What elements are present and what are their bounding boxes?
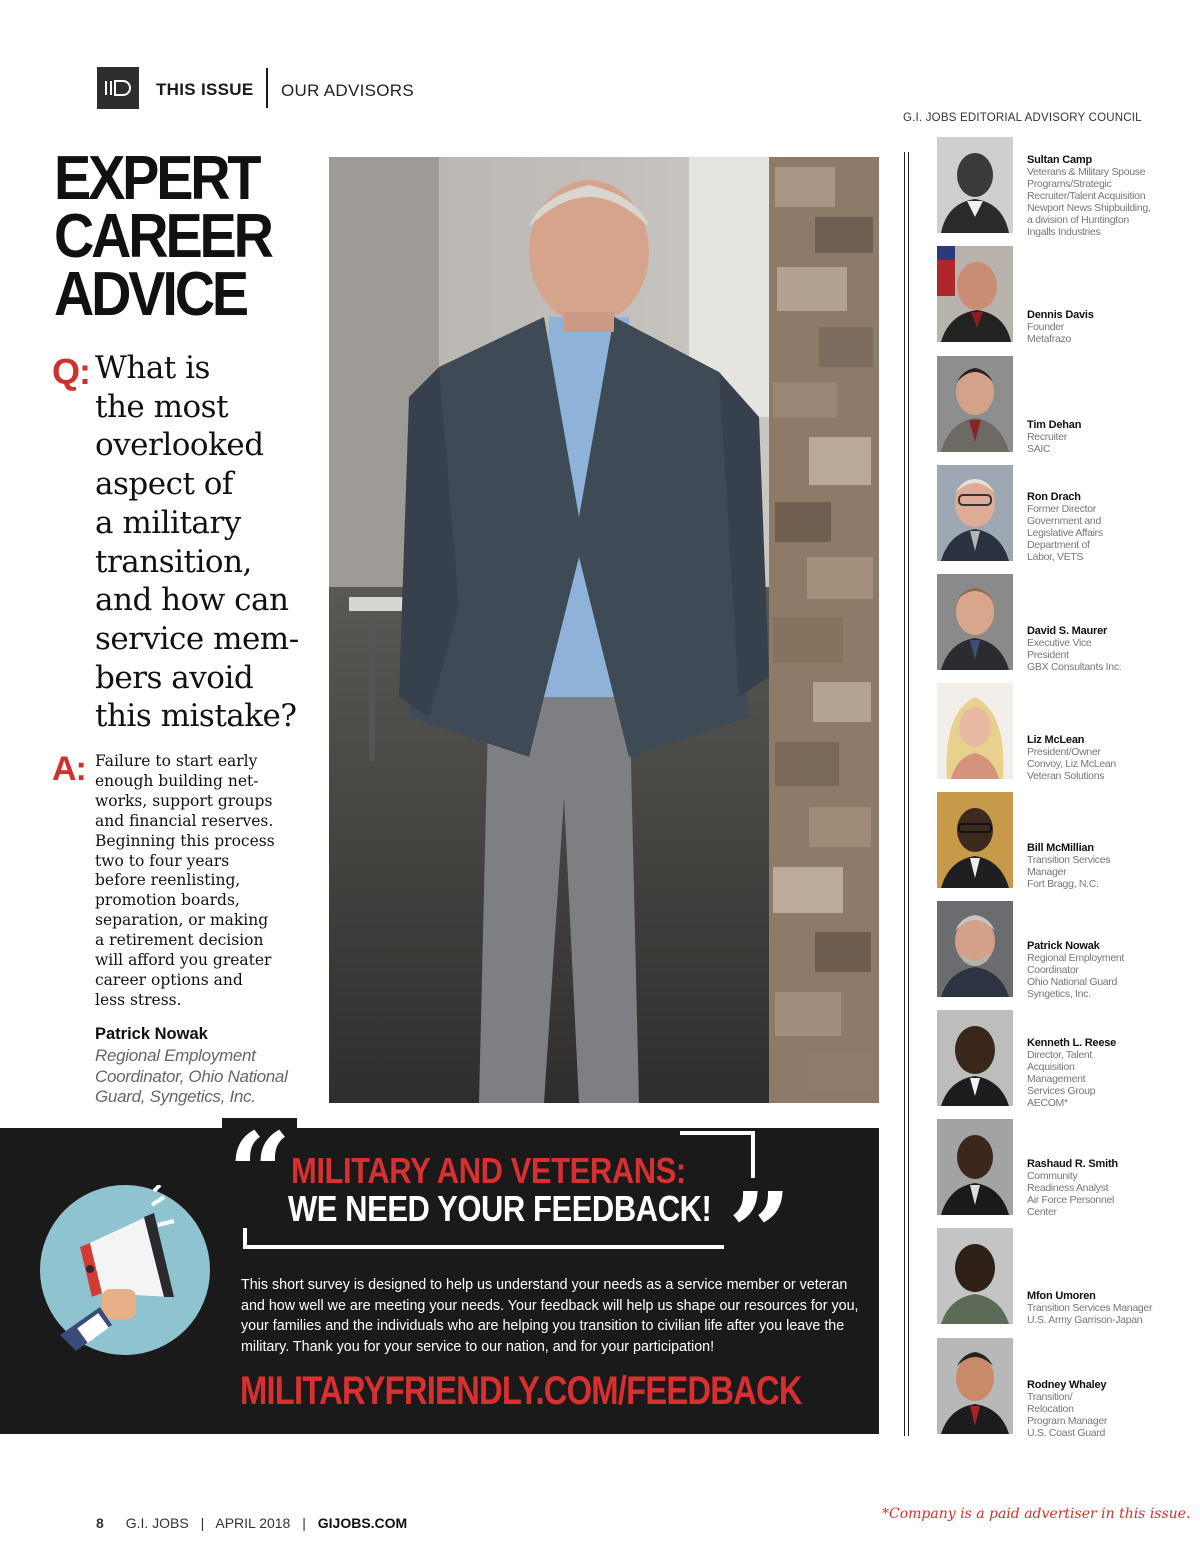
answer-text: [95, 752, 310, 1011]
publication-name: G.I. JOBS: [125, 1515, 189, 1531]
answer-line: works, support groups: [95, 791, 273, 810]
advisor-detail: Readiness Analyst: [1027, 1182, 1109, 1194]
byline-title-line: Coordinator, Ohio National: [95, 1066, 288, 1086]
open-quote-icon: “: [222, 1118, 297, 1228]
page-number: 8: [96, 1515, 104, 1531]
advisor-detail: Convoy, Liz McLean: [1027, 758, 1116, 770]
advisor-info: [1027, 309, 1177, 345]
magazine-logo-icon: [97, 67, 139, 109]
answer-line: less stress.: [95, 990, 182, 1009]
question-text: [95, 349, 310, 736]
advisor-card: [937, 1119, 1177, 1219]
advisor-detail: AECOM*: [1027, 1097, 1068, 1109]
advisor-portrait-photo: [329, 157, 879, 1103]
answer-line: career options and: [95, 970, 243, 989]
question-line: bers avoid: [95, 659, 254, 696]
advisor-detail: Program Manager: [1027, 1415, 1108, 1427]
advisor-detail: Recruiter: [1027, 431, 1067, 443]
advisor-card: [937, 465, 1177, 565]
advertiser-disclaimer: *Company is a paid advertiser in this issue.: [882, 1506, 1191, 1522]
advisor-detail: Manager: [1027, 866, 1067, 878]
advisor-name: David S. Maurer: [1027, 625, 1108, 637]
advisor-name: Liz McLean: [1027, 734, 1085, 746]
quote-frame: [243, 1245, 755, 1249]
advisor-detail: Acquisition: [1027, 1061, 1075, 1073]
answer-line: a retirement decision: [95, 931, 264, 950]
advisor-photo: [937, 1010, 1013, 1106]
subsection-label: OUR ADVISORS: [281, 81, 415, 100]
headline-line: EXPERT: [54, 144, 259, 213]
megaphone-icon: [40, 1185, 210, 1355]
advisor-info: [1027, 1379, 1177, 1439]
advisor-name: Kenneth L. Reese: [1027, 1037, 1117, 1049]
question-line: aspect of: [95, 466, 233, 503]
quote-frame: [680, 1131, 755, 1135]
advisor-info: [1027, 419, 1177, 455]
advisor-name: Ron Drach: [1027, 491, 1081, 503]
advisor-detail: GBX Consultants Inc.: [1027, 661, 1122, 673]
advisor-card: [937, 1228, 1177, 1328]
advisor-detail: Transition/: [1027, 1391, 1073, 1403]
question-line: What is: [95, 350, 210, 386]
footer-separator: |: [302, 1515, 306, 1531]
question-line: the most: [95, 388, 229, 425]
answer-line: and financial reserves.: [95, 811, 274, 830]
page-footer: [96, 1515, 407, 1531]
question-line: this mistake?: [95, 698, 297, 735]
advisor-photo: [937, 246, 1013, 342]
byline-title-line: Regional Employment: [95, 1046, 256, 1065]
advisor-info: [1027, 1037, 1177, 1109]
advisor-card: [937, 246, 1177, 346]
column-divider: [908, 152, 909, 1436]
advisor-photo: [937, 356, 1013, 452]
advisor-detail: Fort Bragg, N.C.: [1027, 878, 1099, 890]
advisor-detail: Government and: [1027, 515, 1102, 527]
advisor-detail: Management: [1027, 1073, 1086, 1085]
byline-name: Patrick Nowak: [95, 1025, 208, 1043]
advisor-photo: [937, 1228, 1013, 1324]
answer-line: Beginning this process: [95, 831, 275, 850]
feedback-url-link[interactable]: MILITARYFRIENDLY.COM/FEEDBACK: [240, 1369, 802, 1413]
footer-separator: |: [200, 1515, 205, 1531]
advisor-detail: Center: [1027, 1206, 1057, 1218]
advisor-detail: Air Force Personnel: [1027, 1194, 1115, 1206]
advisor-photo: [937, 137, 1013, 233]
advisor-detail: a division of Huntington: [1027, 214, 1129, 226]
answer-line: Failure to start early: [95, 752, 258, 770]
answer-line: two to four years: [95, 851, 230, 870]
advisor-info: [1027, 734, 1177, 782]
advisor-name: Patrick Nowak: [1027, 940, 1100, 952]
advisor-card: [937, 574, 1177, 674]
issue-date: APRIL 2018: [215, 1515, 291, 1531]
advisor-detail: Programs/Strategic: [1027, 178, 1112, 190]
banner-body-text: This short survey is designed to help us understand your needs as a service member or veteran and how well we are meeting your needs. Your feedback will help us shape our resources for you, your families and the individuals who are helping you transition to civilian life after you leave the military. Thank you for your service to our nation, and for your participation!: [241, 1277, 859, 1355]
advisor-card: [937, 792, 1177, 892]
advisor-detail: Regional Employment: [1027, 952, 1125, 964]
advisor-card: [937, 683, 1177, 783]
advisor-card: [937, 356, 1177, 456]
advisor-detail: Founder: [1027, 321, 1065, 333]
advisor-detail: Director, Talent: [1027, 1049, 1093, 1061]
advisor-card: [937, 137, 1177, 237]
advisor-photo: [937, 1338, 1013, 1434]
council-label: G.I. JOBS EDITORIAL ADVISORY COUNCIL: [903, 112, 1142, 124]
advisor-detail: Newport News Shipbuilding,: [1027, 202, 1151, 214]
advisor-detail: U.S. Army Garrison-Japan: [1027, 1314, 1143, 1326]
advisor-info: [1027, 1158, 1177, 1218]
advisor-name: Dennis Davis: [1027, 309, 1094, 321]
advisor-detail: SAIC: [1027, 443, 1051, 455]
column-divider: [904, 152, 905, 1436]
advisor-info: [1027, 625, 1177, 673]
advisor-detail: Veteran Solutions: [1027, 770, 1105, 782]
advisor-photo: [937, 1119, 1013, 1215]
advisor-info: [1027, 842, 1177, 890]
question-line: overlooked: [95, 427, 264, 464]
advisor-name: Tim Dehan: [1027, 419, 1082, 431]
answer-line: promotion boards,: [95, 891, 240, 910]
answer-label: A:: [52, 750, 86, 788]
answer-line: will afford you greater: [95, 951, 272, 970]
advisor-detail: Community: [1027, 1170, 1078, 1182]
headline-line: ADVICE: [54, 260, 246, 329]
advisor-detail: Department of: [1027, 539, 1090, 551]
advisor-name: Sultan Camp: [1027, 154, 1093, 166]
advisor-detail: Labor, VETS: [1027, 551, 1084, 563]
advisor-detail: Executive Vice: [1027, 637, 1092, 649]
close-quote-icon: ”: [724, 1178, 795, 1288]
advisor-detail: Services Group: [1027, 1085, 1096, 1097]
question-line: service mem-: [95, 620, 299, 657]
website-link[interactable]: GIJOBS.COM: [317, 1515, 408, 1531]
advisor-detail: Recruiter/Talent Acquisition: [1027, 190, 1146, 202]
advisor-photo: [937, 683, 1013, 779]
advisor-detail: Syngetics, Inc.: [1027, 988, 1091, 1000]
question-line: and how can: [95, 582, 289, 619]
advisor-detail: President/Owner: [1027, 746, 1101, 758]
advisor-detail: U.S. Coast Guard: [1027, 1427, 1106, 1439]
advisor-detail: Legislative Affairs: [1027, 527, 1103, 539]
answer-line: enough building net-: [95, 771, 259, 790]
advisor-detail: Former Director: [1027, 503, 1097, 515]
advisor-info: [1027, 940, 1177, 1000]
advisor-name: Rashaud R. Smith: [1027, 1158, 1118, 1170]
advisor-name: Mfon Umoren: [1027, 1290, 1096, 1302]
byline-title-line: Guard, Syngetics, Inc.: [95, 1087, 256, 1106]
byline-title: [95, 1046, 310, 1108]
answer-line: separation, or making: [95, 911, 269, 930]
article-headline: [54, 144, 295, 329]
advisor-detail: Ohio National Guard: [1027, 976, 1118, 988]
advisor-photo: [937, 901, 1013, 997]
question-line: a military: [95, 504, 241, 541]
advisor-card: [937, 901, 1177, 1001]
headline-line: CAREER: [54, 202, 271, 271]
advisor-detail: Coordinator: [1027, 964, 1079, 976]
banner-heading-line2: WE NEED YOUR FEEDBACK!: [288, 1188, 712, 1229]
section-label: THIS ISSUE: [156, 80, 254, 99]
advisor-detail: Transition Services Manager: [1027, 1302, 1153, 1314]
advisor-name: Bill McMillian: [1027, 842, 1094, 854]
advisor-photo: [937, 574, 1013, 670]
question-line: transition,: [95, 543, 252, 580]
advisor-photo: [937, 792, 1013, 888]
advisor-detail: Veterans & Military Spouse: [1027, 166, 1146, 178]
advisor-detail: Relocation: [1027, 1403, 1074, 1415]
advisor-info: [1027, 491, 1177, 563]
banner-heading-line1: MILITARY AND VETERANS:: [291, 1150, 686, 1191]
answer-line: before reenlisting,: [95, 871, 241, 890]
advisor-card: [937, 1010, 1177, 1110]
advisor-detail: President: [1027, 649, 1069, 661]
advisor-info: [1027, 1290, 1177, 1326]
advisor-info: [1027, 154, 1177, 238]
header-divider: [266, 68, 268, 108]
advisor-card: [937, 1338, 1177, 1438]
advisor-detail: Ingalls Industries: [1027, 226, 1101, 238]
advisor-detail: Transition Services: [1027, 854, 1111, 866]
advisor-detail: Metafrazo: [1027, 333, 1071, 345]
advisor-name: Rodney Whaley: [1027, 1379, 1107, 1391]
question-label: Q:: [52, 351, 90, 392]
advisor-photo: [937, 465, 1013, 561]
